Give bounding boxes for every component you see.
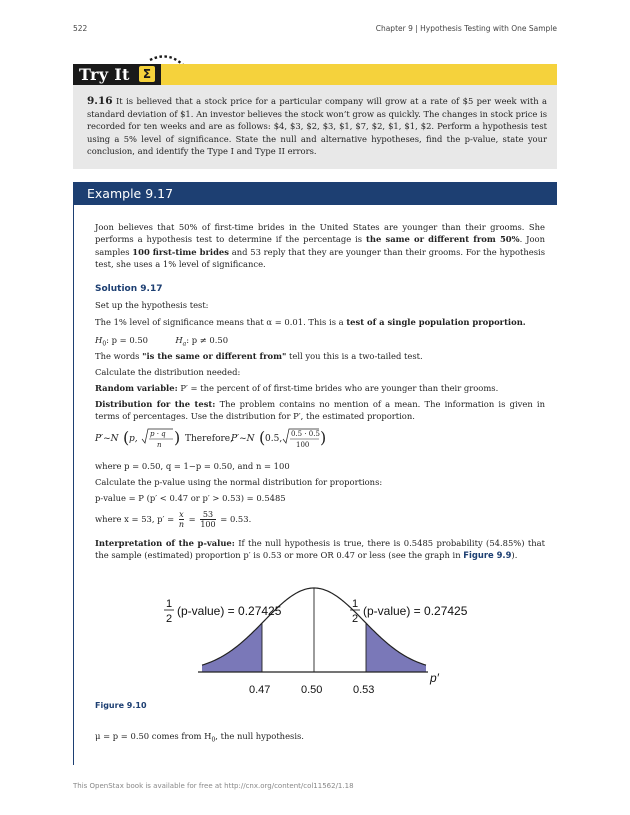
dist-text: The problem contains no mention of a mean. The information is given in terms of percentages. Use the distribution for P′, the estimated proportion. [95, 399, 545, 422]
footer-text: This OpenStax book is available for free at http://cnx.org/content/col11562/1.18 [73, 782, 354, 790]
example-header [73, 182, 557, 205]
rv-text: P′ = the percent of of first-time brides who are younger than their grooms. [177, 383, 499, 393]
mu-text-b: , the null hypothesis. [215, 731, 304, 741]
svg-text:0.5,: 0.5, [265, 434, 283, 444]
intro-text-2: . Joon samples [95, 234, 545, 257]
p-value-text: p-value = P (p′ < 0.47 or p′ > 0.53) = 0.5485 [95, 493, 286, 503]
try-it-box [73, 85, 557, 169]
interp-label: Interpretation of the p-value: [95, 538, 235, 548]
where-2b: = 0.53. [220, 514, 252, 524]
setup-text: Set up the hypothesis test: [95, 300, 209, 310]
rv-label: Random variable: [95, 383, 178, 393]
half-den-right: 2 [352, 613, 359, 625]
tick-label-053: 0.53 [353, 684, 375, 696]
distribution-text [95, 398, 545, 423]
hypotheses: $H_0$: p = 0.50 $H_a$: p ≠ 0.50 [95, 335, 229, 348]
exercise-text: It is believed that a stock price for a particular company will grow at a rate of $5 per week with a standard deviation of $1. An investor believes the stock won’t grow as quickly. The changes in stock price is recorded for ten weeks and are as follows: $4, $3, $2, $3, $1, $7, $2, $1, $1, $2. Perform a hypothesis test using a 5% level of significance. State the null and alternative hypotheses, find the p-value, state your conclusion, and identify the Type I and Type II errors. [87, 96, 547, 157]
try-it-label: Try It [79, 65, 130, 84]
mu-text-a: μ = p = 0.50 comes from H [95, 731, 212, 741]
half-den-left: 2 [166, 613, 173, 625]
axis-label: p′ [430, 671, 439, 685]
right-annotation: (p-value) = 0.27425 [363, 604, 468, 618]
interp-end: ). [511, 550, 518, 561]
distribution-formula [93, 425, 333, 455]
try-it-banner [73, 64, 557, 85]
intro-bold-1: the same or different from 50% [366, 234, 520, 245]
svg-text:n: n [157, 441, 162, 449]
try-it-tab [73, 64, 161, 85]
calc-dist-text: Calculate the distribution needed: [95, 367, 241, 377]
tick-label-047: 0.47 [249, 684, 271, 696]
calc-p-text: Calculate the p-value using the normal distribution for proportions: [95, 477, 383, 487]
words-text-2: tell you this is a two-tailed test. [286, 351, 423, 361]
solution-heading: Solution 9.17 [95, 284, 163, 294]
dist-label: Distribution for the test: [95, 399, 216, 409]
exercise-number: 9.16 [87, 95, 113, 107]
svg-text:(: ( [259, 428, 266, 447]
half-num-right: 1 [352, 598, 359, 610]
where-text-1: where p = 0.50, q = 1−p = 0.50, and n = 100 [95, 461, 290, 471]
svg-text:): ) [174, 428, 181, 447]
svg-text:(: ( [123, 428, 130, 447]
page-number: 522 [73, 24, 88, 33]
svg-text:): ) [320, 428, 327, 447]
mu-text: μ = p = 0.50 comes from $H_0$, the null hypothesis. [95, 731, 304, 744]
random-variable [95, 382, 545, 394]
where-text-2: where x = 53, p′ = $\frac{x}{n}$ = $\frac{53}{100}$ = 0.53. [95, 510, 252, 529]
left-annotation: (p-value) = 0.27425 [177, 604, 282, 618]
interpretation-text [95, 537, 545, 562]
where-2a: where x = 53, p′ = [95, 514, 175, 524]
alt-hypothesis: p ≠ 0.50 [191, 335, 229, 345]
two-tailed-text [95, 350, 545, 362]
left-tail-shade [202, 623, 262, 672]
intro-bold-2: 100 first-time brides [132, 246, 229, 257]
figure-9-9-link[interactable]: Figure 9.9 [463, 550, 512, 561]
intro-text-1: Joon believes that 50% of first-time brides in the United States are younger than their grooms. She performs a hypothesis test to determine if the percentage is [95, 222, 545, 245]
svg-text:100: 100 [296, 441, 310, 449]
svg-text:0.5 · 0.5: 0.5 · 0.5 [291, 430, 320, 438]
example-title: Example 9.17 [87, 186, 174, 201]
figure-label: Figure 9.10 [95, 701, 147, 710]
svg-text:P′~N: P′~N [95, 434, 119, 444]
sigma-icon: Σ [139, 66, 155, 82]
right-tail-shade [366, 623, 426, 672]
tick-label-050: 0.50 [301, 684, 323, 696]
intro-text-3: and 53 reply that they are younger than their grooms. For the hypothesis test, she uses a 1% level of significance. [95, 246, 545, 270]
normal-curve-figure [150, 580, 470, 700]
curve-group [198, 588, 428, 672]
example-intro [95, 221, 545, 271]
null-hypothesis: p = 0.50 [111, 335, 148, 345]
half-num-left: 1 [166, 598, 173, 610]
words-bold: "is the same or different from" [142, 351, 287, 361]
sig-bold: test of a single population proportion. [346, 317, 526, 327]
svg-text:p,: p, [129, 434, 138, 444]
svg-text:p · q: p · q [150, 430, 166, 438]
interp-text: If the null hypothesis is true, there is 0.5485 probability (54.85%) that the sample (estimated) proportion p′ is 0.53 or more OR 0.47 or less (see the graph in [95, 538, 545, 561]
try-it-text [87, 95, 547, 158]
svg-text:P′~N: P′~N [231, 434, 255, 444]
chapter-header: Chapter 9 | Hypothesis Testing with One Sample [375, 24, 557, 33]
significance-text [95, 316, 545, 328]
words-text-1: The words [95, 351, 143, 361]
therefore-word: Therefore, [185, 434, 233, 444]
sig-text: The 1% level of significance means that α = 0.01. This is a [95, 317, 347, 327]
example-rule [73, 205, 74, 765]
